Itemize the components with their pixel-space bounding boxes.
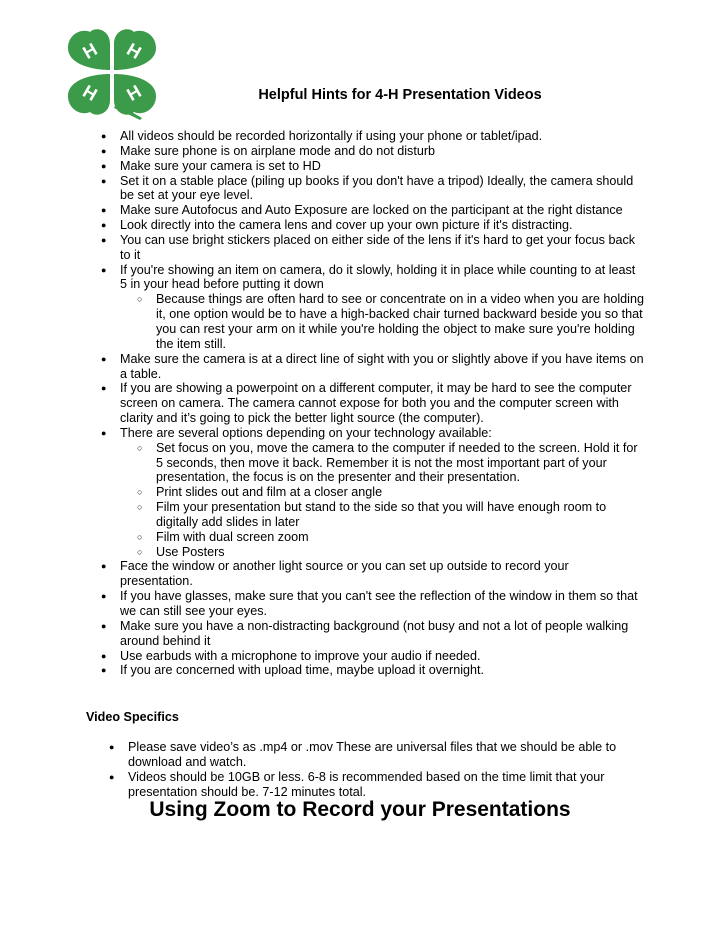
hint-item xyxy=(120,233,645,263)
hint-item xyxy=(120,174,645,204)
hint-item xyxy=(120,589,645,619)
video-specifics-item: ● Please save video’s as .mp4 or .mov These are universal files that we should be able to download and watch. xyxy=(128,740,648,770)
hint-item xyxy=(120,159,645,174)
hint-text: Make sure phone is on airplane mode and do not disturb xyxy=(120,143,436,158)
hint-item xyxy=(120,649,645,664)
hint-item xyxy=(120,352,645,382)
hint-text: There are several options depending on your technology available: xyxy=(120,425,492,440)
hint-item xyxy=(120,663,645,678)
hint-text: If you're showing an item on camera, do it slowly, holding it in place while counting to at least 5 in your head before putting it down xyxy=(120,262,636,292)
hint-sub-item: ○ Print slides out and film at a closer angle xyxy=(156,485,645,500)
hint-sub-list xyxy=(120,292,645,351)
hint-item xyxy=(120,381,645,426)
hint-text: All videos should be recorded horizontally if using your phone or tablet/ipad. xyxy=(120,129,543,143)
hint-sub-item: ○ Use Posters xyxy=(156,545,645,560)
hint-item xyxy=(120,426,645,560)
video-specifics-item: ● Videos should be 10GB or less. 6-8 is recommended based on the time limit that your presentation should be. 7-12 minutes total. xyxy=(128,770,648,800)
hint-text: If you are concerned with upload time, maybe upload it overnight. xyxy=(120,663,485,678)
logo-letter-h: H xyxy=(79,81,101,105)
hint-sub-item: ○ Because things are often hard to see or concentrate on in a video when you are holding it, one option would be to have a high-backed chair turned backward beside you so that you can rest your arm on it while you're holding the object to make sure you're holding the item still. xyxy=(156,292,645,351)
hint-text: Use earbuds with a microphone to improve your audio if needed. xyxy=(120,648,481,663)
hint-text: Make sure Autofocus and Auto Exposure are locked on the participant at the right distance xyxy=(120,203,623,218)
hint-text: Set it on a stable place (piling up books if you don't have a tripod) Ideally, the camera should be set at your eye level. xyxy=(120,173,634,203)
hint-sub-list xyxy=(120,441,645,560)
hint-text: If you have glasses, make sure that you can't see the reflection of the window in them so that we can still see your eyes. xyxy=(120,589,638,618)
hint-text: If you are showing a powerpoint on a different computer, it may be hard to see the computer screen on camera. The camera cannot expose for both you and the computer screen with clarity and it’s going to pick the better light source (the computer). xyxy=(120,381,632,426)
hint-item xyxy=(120,559,645,589)
logo-letter-h: H xyxy=(79,39,101,63)
hint-item xyxy=(120,263,645,352)
page-title: Helpful Hints for 4-H Presentation Videos xyxy=(258,87,542,103)
hint-item xyxy=(120,619,645,649)
hint-text: Face the window or another light source or you can set up outside to record your presentation. xyxy=(120,559,569,589)
zoom-heading: Using Zoom to Record your Presentations xyxy=(149,798,571,821)
hint-item xyxy=(120,129,645,144)
hint-item xyxy=(120,218,645,233)
hint-text: Make sure you have a non-distracting background (not busy and not a lot of people walking around behind it xyxy=(120,618,629,648)
hint-item xyxy=(120,203,645,218)
logo-letter-h: H xyxy=(123,81,145,105)
hints-list xyxy=(120,129,645,678)
hint-item xyxy=(120,144,645,159)
hint-text: Look directly into the camera lens and cover up your own picture if it's distracting. xyxy=(120,218,573,233)
4-h-clover-logo-icon xyxy=(62,26,162,120)
video-specifics-list xyxy=(128,740,648,799)
hint-text: Make sure your camera is set to HD xyxy=(120,158,321,173)
hint-sub-item: ○ Set focus on you, move the camera to the computer if needed to the screen. Hold it for 5 seconds, then move it back. Remember it is not the most important part of your presentation, the focus is on the presenter and their presentation. xyxy=(156,441,645,486)
hint-sub-item: ○ Film with dual screen zoom xyxy=(156,530,645,545)
hint-text: Make sure the camera is at a direct line of sight with you or slightly above if you have items on a table. xyxy=(120,351,644,381)
video-specifics-heading: Video Specifics xyxy=(86,710,179,724)
hint-sub-item: ○ Film your presentation but stand to the side so that you will have enough room to digitally add slides in later xyxy=(156,500,645,530)
hint-text: You can use bright stickers placed on either side of the lens if it's hard to get your focus back to it xyxy=(120,232,636,262)
logo-letter-h: H xyxy=(123,39,145,63)
